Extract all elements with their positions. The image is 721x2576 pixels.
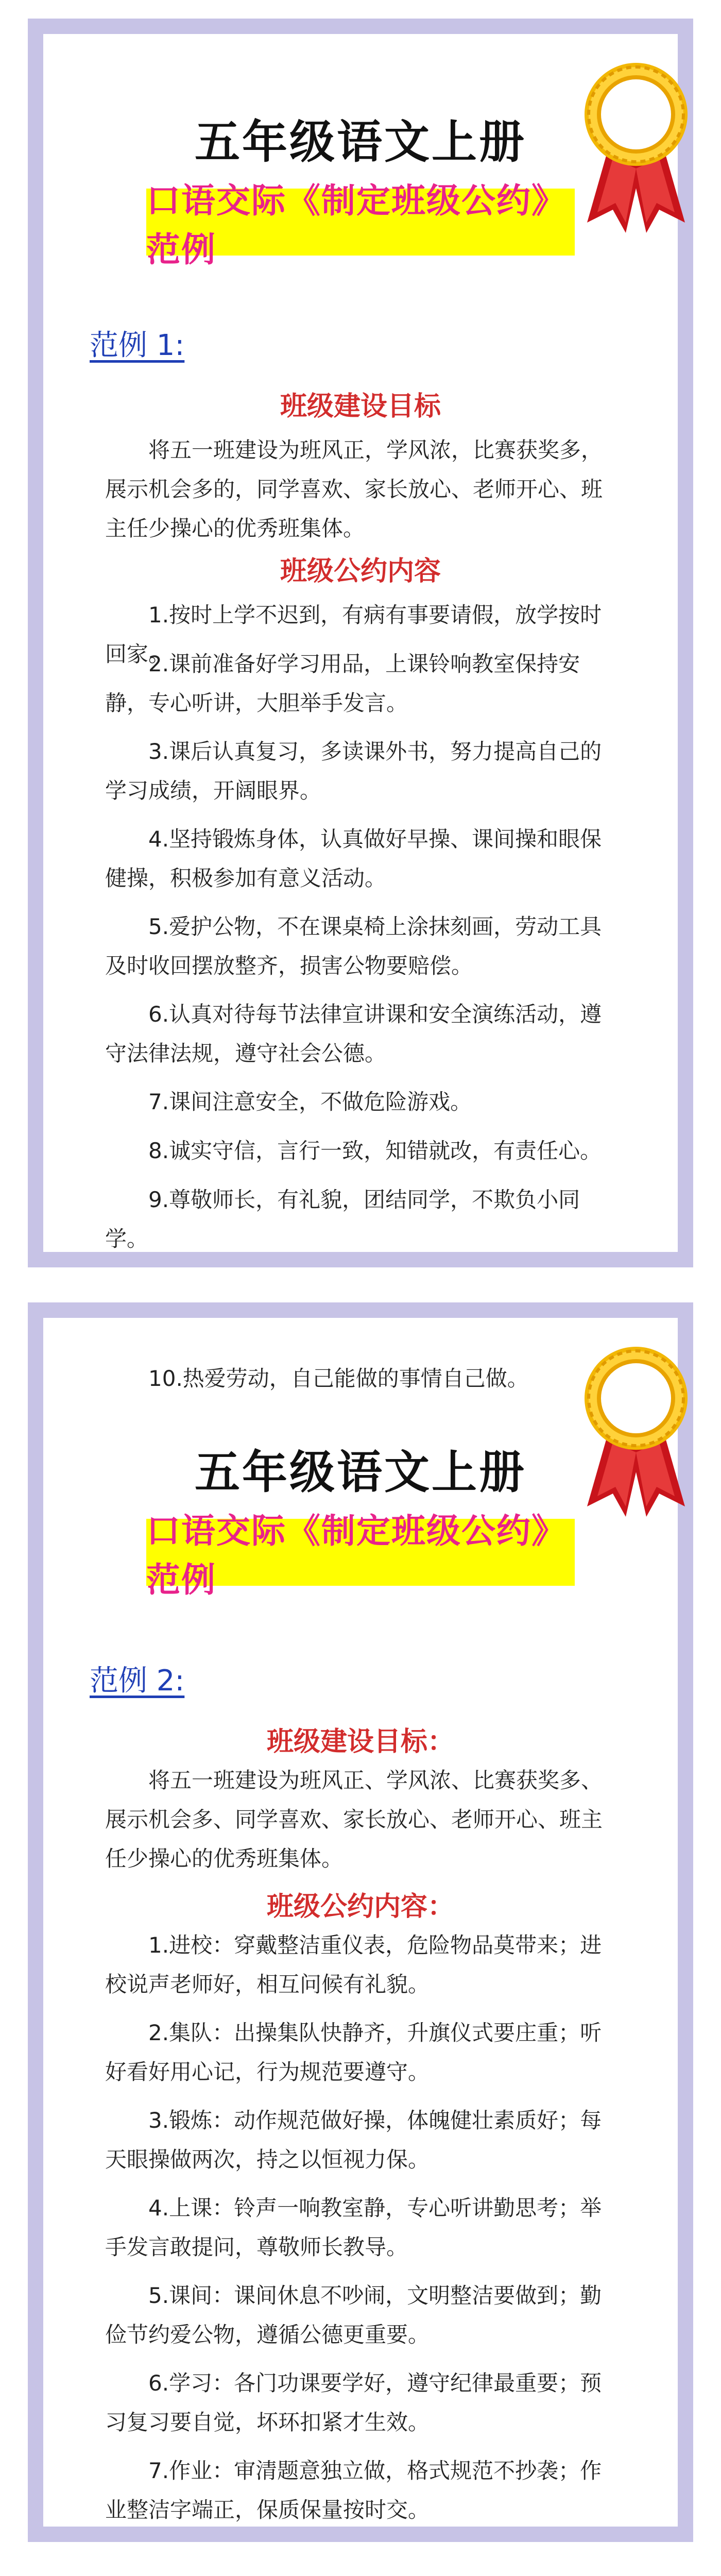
example-1-goal-text: 将五一班建设为班风正，学风浓，比赛获奖多，展示机会多的，同学喜欢、家长放心、老师开心、班主任少操心的优秀班集体。 [105,437,603,541]
subtitle-banner [146,181,575,269]
example-2-label: 范例 2: [90,1664,185,1698]
example-1-rule: 10.热爱劳动，自己能做的事情自己做。 [148,1366,529,1391]
subtitle-text: 口语交际《制定班级公约》范例 [146,181,566,269]
example-2-rules-heading: 班级公约内容： [266,1891,454,1922]
example-1-goal-heading: 班级建设目标 [280,391,441,422]
example-1-rule: 4.坚持锻炼身体，认真做好早操、课间操和眼保健操，积极参加有意义活动。 [105,826,602,891]
document-title: 五年级语文上册 [194,115,526,168]
example-1-rule: 7.课间注意安全，不做危险游戏。 [148,1089,472,1114]
page-1-content [43,34,678,1252]
example-1-rule: 5.爱护公物，不在课桌椅上涂抹刻画，劳动工具及时收回摆放整齐，损害公物要赔偿。 [105,914,602,978]
page-1 [28,19,693,1267]
example-2-rule: 5.课间：课间休息不吵闹，文明整洁要做到；勤俭节约爱公物，遵循公德更重要。 [105,2283,602,2347]
example-1-rule: 2.课前准备好学习用品，上课铃响教室保持安静，专心听讲，大胆举手发言。 [105,651,580,716]
example-1-rules-heading: 班级公约内容 [280,556,441,587]
document-title: 五年级语文上册 [194,1446,526,1499]
example-1-rule: 9.尊敬师长，有礼貌，团结同学，不欺负小同学。 [105,1187,580,1251]
example-2-rule: 6.学习：各门功课要学好，遵守纪律最重要；预习复习要自觉，坏环扣紧才生效。 [105,2370,602,2435]
example-1-rule: 6.认真对待每节法律宣讲课和安全演练活动，遵守法律法规，遵守社会公德。 [105,1002,602,1066]
example-2-rule: 2.集队：出操集队快静齐，升旗仪式要庄重；听好看好用心记，行为规范要遵守。 [105,2020,602,2084]
example-1-label: 范例 1: [90,329,185,362]
example-2-rule: 3.锻炼：动作规范做好操，体魄健壮素质好；每天眼操做两次，持之以恒视力保。 [105,2108,602,2172]
example-2-goal-heading: 班级建设目标： [266,1726,454,1757]
example-1-rule: 3.课后认真复习，多读课外书，努力提高自己的学习成绩，开阔眼界。 [105,739,602,803]
subtitle-text: 口语交际《制定班级公约》范例 [146,1511,566,1600]
subtitle-banner [146,1511,575,1600]
example-1-rule: 8.诚实守信，言行一致，知错就改，有责任心。 [148,1138,602,1163]
example-2-rule: 7.作业：审清题意独立做，格式规范不抄袭；作业整洁字端正，保质保量按时交。 [105,2458,602,2522]
example-1-rule: 1.按时上学不迟到，有病有事要请假，放学按时回家。 [105,602,602,667]
example-2-goal-text: 将五一班建设为班风正、学风浓、比赛获奖多、展示机会多、同学喜欢、家长放心、老师开心、班主任少操心的优秀班集体。 [105,1768,603,1871]
example-2-rule: 4.上课：铃声一响教室静，专心听讲勤思考；举手发言敢提问，尊敬师长教导。 [105,2195,602,2260]
page-2-content [43,1318,678,2527]
page-2 [28,1302,693,2542]
example-2-rule: 1.进校：穿戴整洁重仪表，危险物品莫带来；进校说声老师好，相互问候有礼貌。 [105,1933,602,1997]
